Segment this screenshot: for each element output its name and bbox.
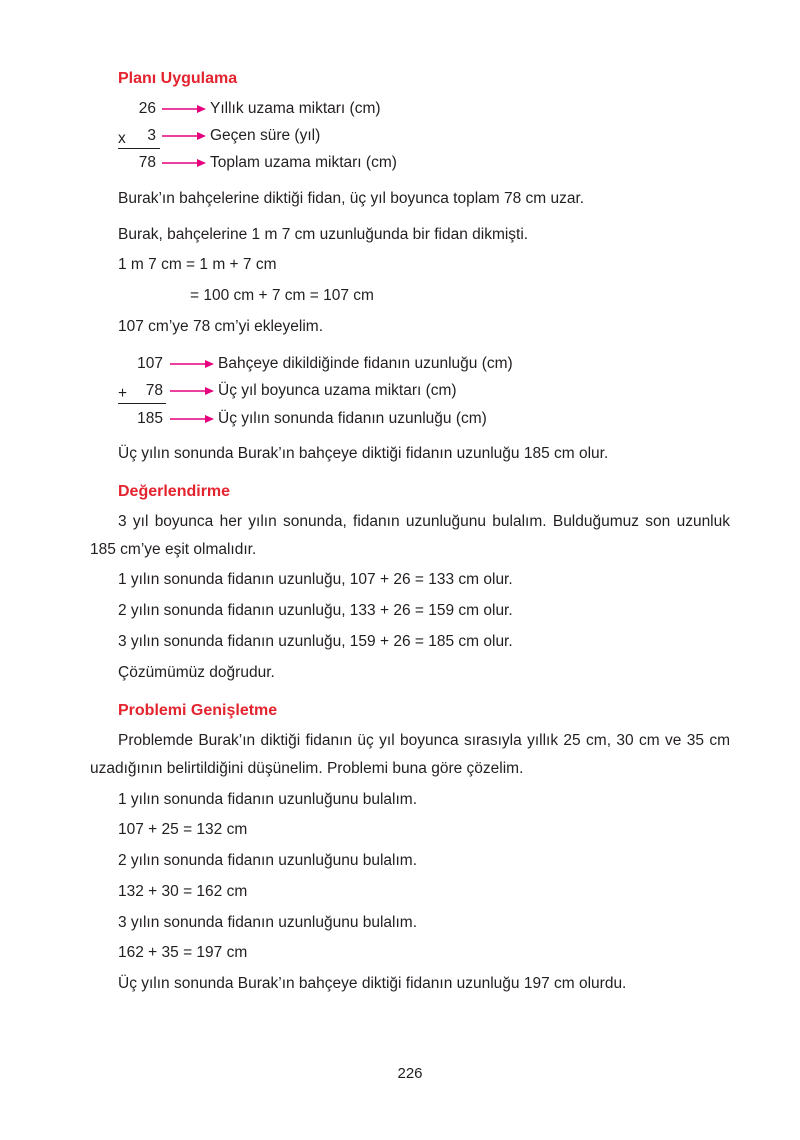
sum-line	[118, 148, 160, 149]
equation-line: = 100 cm + 7 cm = 107 cm	[190, 287, 374, 304]
paragraph: Üç yılın sonunda Burak’ın bahçeye diktiği fidanın uzunluğu 185 cm olur.	[118, 445, 609, 462]
calc2-label-1: Bahçeye dikildiğinde fidanın uzunluğu (cm)	[218, 355, 513, 372]
arrow-icon	[170, 414, 214, 424]
calc1-label-2: Geçen süre (yıl)	[210, 127, 321, 144]
calc2-number-1: 107	[137, 355, 163, 372]
paragraph: 107 cm’ye 78 cm’yi ekleyelim.	[118, 318, 324, 335]
list-item: 3 yılın sonunda fidanın uzunluğu, 159 + 26 = 185 cm olur.	[118, 633, 513, 650]
list-item: Üç yılın sonunda Burak’ın bahçeye diktiği fidanın uzunluğu 197 cm olurdu.	[118, 975, 627, 992]
calc1-label-1: Yıllık uzama miktarı (cm)	[210, 100, 381, 117]
sum-line	[118, 403, 166, 404]
heading-plani-uygulama: Planı Uygulama	[118, 70, 238, 87]
calc2-number-2: 78	[145, 382, 163, 399]
multiply-operator: x	[118, 130, 126, 147]
page-number: 226	[397, 1065, 423, 1082]
plus-operator: +	[118, 385, 128, 402]
calc2-label-2: Üç yıl boyunca uzama miktarı (cm)	[218, 382, 457, 399]
calc2-number-3: 185	[137, 410, 163, 427]
list-item: 1 yılın sonunda fidanın uzunluğu, 107 + 26 = 133 cm olur.	[118, 571, 513, 588]
list-item: 132 + 30 = 162 cm	[118, 883, 248, 900]
paragraph: Problemde Burak’ın diktiği fidanın üç yıl boyunca sırasıyla yıllık 25 cm, 30 cm ve 35 cm uzadığının belirtildiğini düşünelim. Problemi buna göre çözelim.	[90, 732, 730, 777]
calc1-label-3: Toplam uzama miktarı (cm)	[210, 154, 397, 171]
arrow-icon	[162, 158, 206, 168]
list-item: Çözümümüz doğrudur.	[118, 664, 275, 681]
calc2-label-3: Üç yılın sonunda fidanın uzunluğu (cm)	[218, 410, 487, 427]
list-item: 107 + 25 = 132 cm	[118, 821, 248, 838]
heading-problemi-genisletme: Problemi Genişletme	[118, 702, 278, 719]
arrow-icon	[162, 104, 206, 114]
calc1-number-3: 78	[138, 154, 156, 171]
list-item: 1 yılın sonunda fidanın uzunluğunu bulalım.	[118, 791, 418, 808]
list-item: 2 yılın sonunda fidanın uzunluğunu bulalım.	[118, 852, 418, 869]
list-item: 3 yılın sonunda fidanın uzunluğunu bulalım.	[118, 914, 418, 931]
paragraph: Burak’ın bahçelerine diktiği fidan, üç yıl boyunca toplam 78 cm uzar.	[118, 190, 585, 207]
paragraph: Burak, bahçelerine 1 m 7 cm uzunluğunda bir fidan dikmişti.	[118, 226, 529, 243]
arrow-icon	[170, 359, 214, 369]
heading-degerlendirme: Değerlendirme	[118, 483, 231, 500]
calc1-number-1: 26	[138, 100, 156, 117]
arrow-icon	[170, 386, 214, 396]
equation-line: 1 m 7 cm = 1 m + 7 cm	[118, 256, 277, 273]
list-item: 162 + 35 = 197 cm	[118, 944, 248, 961]
paragraph: 3 yıl boyunca her yılın sonunda, fidanın uzunluğunu bulalım. Bulduğumuz son uzunluk 185 cm’ye eşit olmalıdır.	[90, 513, 730, 558]
arrow-icon	[162, 131, 206, 141]
list-item: 2 yılın sonunda fidanın uzunluğu, 133 + 26 = 159 cm olur.	[118, 602, 513, 619]
calc1-number-2: 3	[147, 127, 156, 144]
